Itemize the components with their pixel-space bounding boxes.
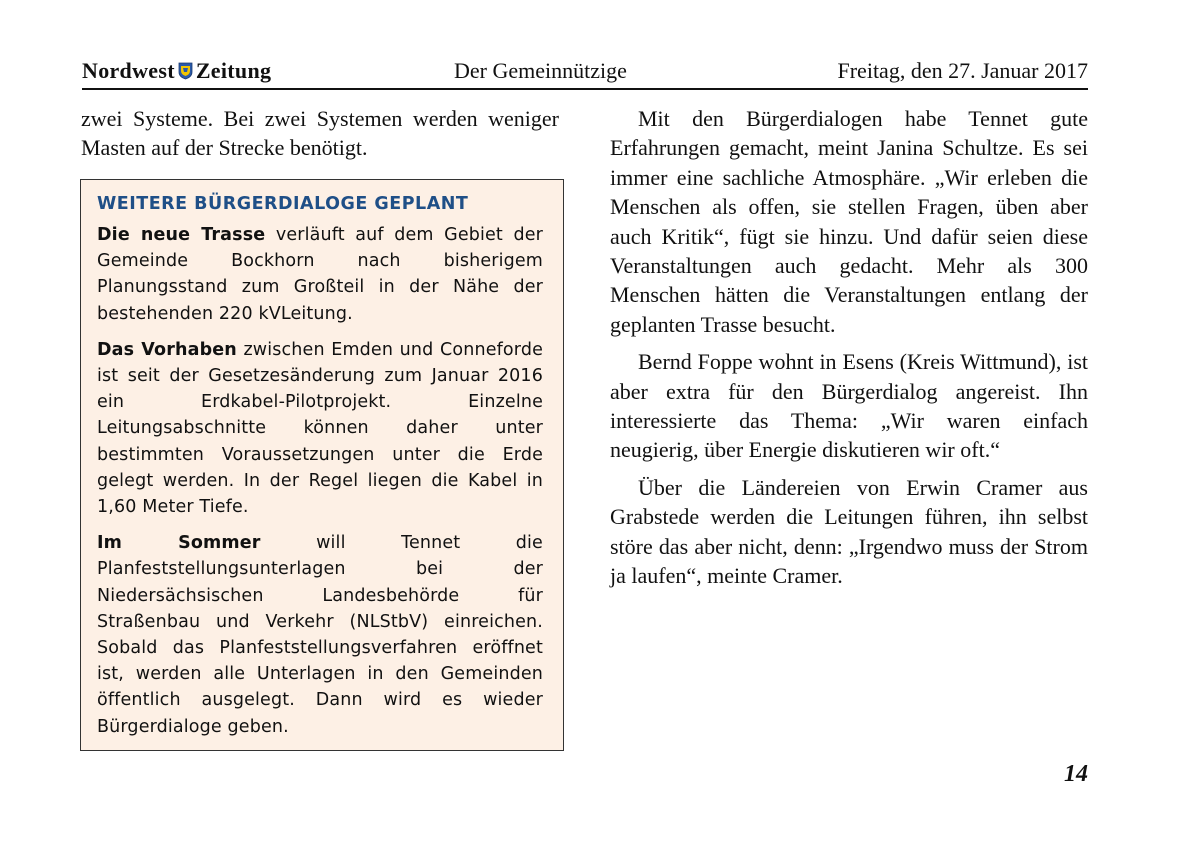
article-paragraph: Mit den Bürgerdialogen habe Tennet gute Erfahrungen gemacht, meint Janina Schultze. Es sei immer eine sachliche Atmosphäre. „Wir erleben die Menschen als offen, sie stellen Fragen, üben aber auch Kritik“, fügt sie hinzu. Und dafür seien diese Veranstaltungen auch gedacht. Mehr als 300 Menschen hätten die Veranstaltungen entlang der geplanten Trasse besucht. xyxy=(610,106,1088,337)
paragraph-lead: Das Vorhaben xyxy=(97,339,237,360)
info-box-paragraph xyxy=(97,337,543,520)
article-paragraph: zwei Systeme. Bei zwei Systemen werden weniger Masten auf der Strecke benötigt. xyxy=(81,106,559,161)
info-box xyxy=(80,179,564,751)
paragraph-lead: Im Sommer xyxy=(97,533,261,554)
info-box-paragraph xyxy=(97,222,543,327)
paragraph-text: zwischen Emden und Conneforde ist seit der Gesetzesänderung zum Januar 2016 ein Erdkabel-Pilotprojekt. Einzelne Leitungsabschnitte können daher unter bestimmten Voraussetzungen unter die Erde gelegt werden. In der Regel liegen die Kabel in 1,60 Meter Tiefe. xyxy=(97,339,543,518)
info-box-heading: WEITERE BÜRGERDIALOGE GEPLANT xyxy=(97,194,469,214)
coat-of-arms-icon xyxy=(178,62,193,80)
info-box-paragraph xyxy=(97,530,543,740)
left-column xyxy=(81,104,559,163)
paragraph-text: verläuft auf dem Gebiet der Gemeinde Bockhorn nach bisherigem Planungsstand zum Großteil in der Nähe der bestehenden 220 kVLeitung. xyxy=(97,225,543,324)
article-paragraph: Bernd Foppe wohnt in Esens (Kreis Wittmund), ist aber extra für den Bürgerdialog angereist. Ihn interessierte das Thema: „Wir waren einfach neugierig, über Energie diskutieren wir oft.“ xyxy=(610,349,1088,463)
publication-title: Der Gemeinnützige xyxy=(454,58,627,83)
page-header xyxy=(82,58,1088,86)
header-divider xyxy=(82,88,1088,90)
brand-name-part2: Zeitung xyxy=(195,58,272,83)
paragraph-text: will Tennet die Planfeststellungsunterlagen bei der Niedersächsischen Landesbehörde für Straßenbau und Verkehr (NLStbV) einreichen. Sobald das Planfeststellungsverfahren eröffnet ist, werden alle Unterlagen in den Gemeinden öffentlich ausgelegt. Dann wird es wieder Bürgerdialoge geben. xyxy=(97,533,543,737)
paragraph-lead: Die neue Trasse xyxy=(97,225,266,245)
article-paragraph: Über die Ländereien von Erwin Cramer aus Grabstede werden die Leitungen führen, ihn selbst störe das aber nicht, denn: „Irgendwo muss der Strom ja laufen“, meinte Cramer. xyxy=(610,474,1088,589)
issue-date: Freitag, den 27. Januar 2017 xyxy=(837,58,1088,83)
page-number: 14 xyxy=(1064,761,1088,787)
brand-name-part1: Nordwest xyxy=(82,58,175,83)
newspaper-logo xyxy=(82,58,271,84)
right-column xyxy=(610,104,1088,591)
